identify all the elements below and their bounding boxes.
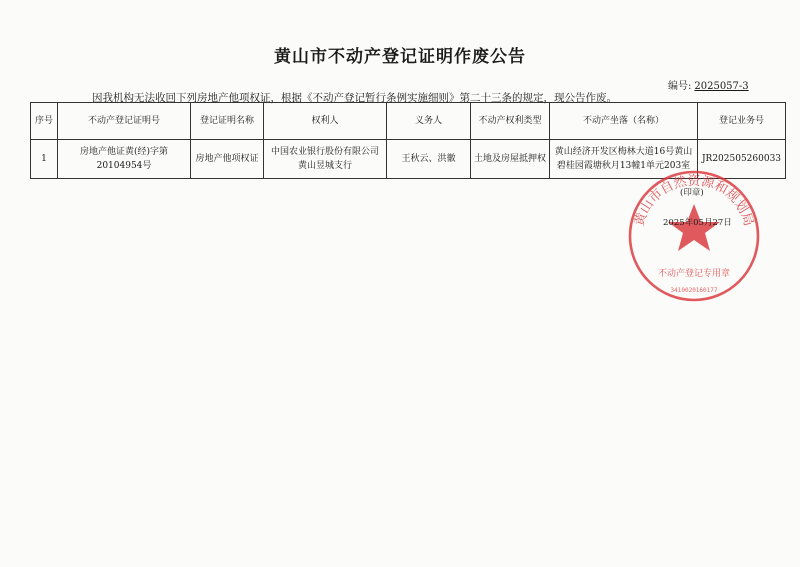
header-right-type: 不动产权利类型	[471, 103, 550, 140]
cell-cert-name: 房地产他项权证	[191, 140, 264, 179]
cell-right-type: 土地及房屋抵押权	[471, 140, 550, 179]
header-business-no: 登记业务号	[698, 103, 786, 140]
seal-ring-text: 黄山市自然资源和规划局	[632, 173, 756, 228]
header-obligee: 权利人	[264, 103, 387, 140]
page-title: 黄山市不动产登记证明作废公告	[274, 47, 526, 67]
header-cert-name: 登记证明名称	[191, 103, 264, 140]
document-number-value: 2025057-3	[694, 81, 749, 92]
document-number-label: 编号:	[668, 81, 692, 92]
header-seq: 序号	[31, 103, 58, 140]
cell-business-no: JR202505260033	[698, 140, 786, 179]
header-obligor: 义务人	[387, 103, 471, 140]
cell-location: 黄山经济开发区梅林大道16号黄山碧桂园霞塘秋月13幢1单元203室	[550, 140, 698, 179]
cell-cert-no: 房地产他证黄(经)字第20104954号	[58, 140, 191, 179]
announcement-intro: 因我机构无法收回下列房地产他项权证，根据《不动产登记暂行条例实施细则》第二十三条的规定，现公告作废。	[92, 92, 617, 104]
seal-date: 2025年05月27日	[663, 218, 732, 228]
seal-inner-text: 不动产登记专用章	[657, 269, 731, 279]
cell-obligee: 中国农业银行股份有限公司黄山昱城支行	[264, 140, 387, 179]
cell-seq: 1	[31, 140, 58, 179]
document-number	[668, 77, 749, 92]
seal-serial: 3410020160177	[670, 287, 718, 294]
table-header-row	[31, 103, 786, 140]
seal-label: (印章)	[680, 188, 704, 198]
header-cert-no: 不动产登记证明号	[58, 103, 191, 140]
header-location: 不动产坐落（名称）	[550, 103, 698, 140]
cell-obligor: 王秋云、洪徽	[387, 140, 471, 179]
